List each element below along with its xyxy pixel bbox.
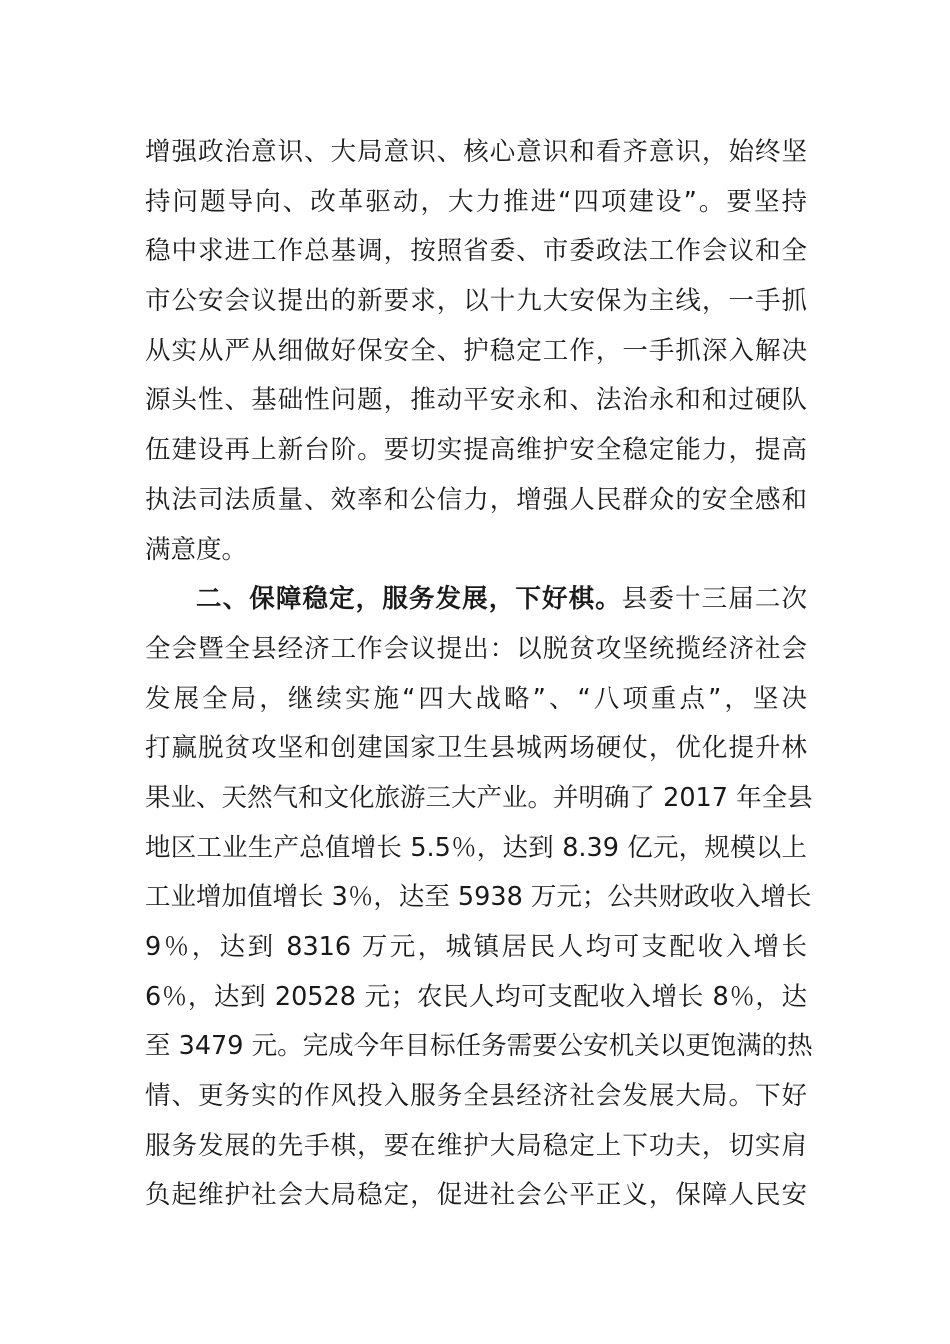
text-line: 市公安会议提出的新要求，以十九大安保为主线，一手抓 [145, 286, 807, 317]
text-line: 服务发展的先手棋，要在维护大局稳定上下功夫，切实肩 [145, 1130, 807, 1161]
text-run: 县委十三届二次 [621, 584, 807, 615]
text-line: 稳中求进工作总基调，按照省委、市委政法工作会议和全 [145, 236, 807, 267]
text-line: 增强政治意识、大局意识、核心意识和看齐意识，始终坚 [145, 137, 807, 167]
text-line: 负起维护社会大局稳定，促进社会公平正义，保障人民安 [145, 1180, 807, 1211]
text-line: 地区工业生产总值增长 5.5％，达到 8.39 亿元，规模以上 [145, 832, 807, 863]
text-line: 打赢脱贫攻坚和创建国家卫生县城两场硬仗，优化提升林 [145, 733, 807, 764]
text-line: 全会暨全县经济工作会议提出：以脱贫攻坚统揽经济社会 [145, 633, 807, 664]
text-line: 从实从严从细做好保安全、护稳定工作，一手抓深入解决 [145, 335, 807, 366]
text-line: 源头性、基础性问题，推动平安永和、法治永和和过硬队 [145, 385, 807, 416]
heading-line [145, 575, 807, 625]
body-text [145, 128, 813, 1221]
paragraph-2 [145, 575, 813, 1221]
text-line: 工业增加值增长 3％，达至 5938 万元；公共财政收入增长 [145, 882, 812, 913]
text-line: 伍建设再上新台阶。要切实提高维护安全稳定能力，提高 [145, 435, 807, 466]
text-line: 至 3479 元。完成今年目标任务需要公安机关以更饱满的热 [145, 1031, 813, 1062]
section-heading: 二、保障稳定，服务发展，下好棋。 [196, 584, 622, 615]
text-line: 9％，达到 8316 万元，城镇居民人均可支配收入增长 [145, 932, 807, 962]
text-line: 果业、天然气和文化旅游三大产业。并明确了 2017 年全县 [145, 782, 813, 813]
paragraph-1 [145, 128, 807, 575]
text-line: 发展全局，继续实施“四大战略”、“八项重点”，坚决 [145, 683, 807, 714]
text-line: 6％，达到 20528 元；农民人均可支配收入增长 8％，达 [145, 981, 807, 1012]
text-line: 执法司法质量、效率和公信力，增强人民群众的安全感和 [145, 484, 807, 515]
text-line: 持问题导向、改革驱动，大力推进“四项建设”。要坚持 [145, 186, 807, 217]
text-line: 情、更务实的作风投入服务全县经济社会发展大局。下好 [145, 1081, 807, 1112]
text-line: 满意度。 [145, 534, 248, 565]
